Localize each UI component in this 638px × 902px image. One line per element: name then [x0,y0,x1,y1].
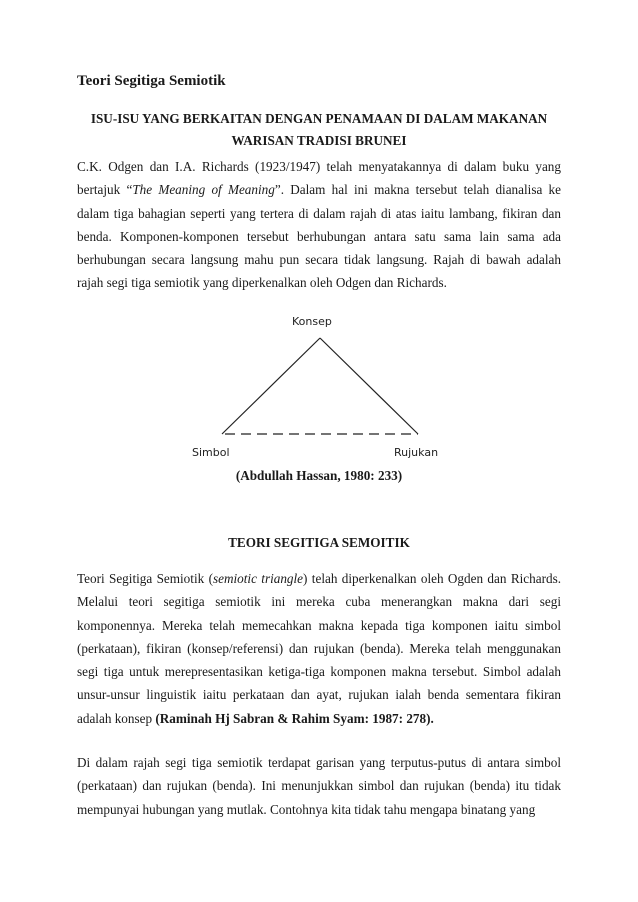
paragraph-dashed-line: Di dalam rajah segi tiga semiotik terdapat garisan yang terputus-putus di antara simbol (perkataan) dan rujukan (benda). Ini menunjukkan simbol dan rujukan (benda) itu tidak mempunyai hubungan yang mutlak. Contohnya kita tidak tahu mengapa binatang yang [77,755,561,817]
section-heading: TEORI SEGITIGA SEMOITIK [228,535,410,550]
diagram-label-konsep: Konsep [292,315,332,328]
paragraph-theory [77,567,561,730]
paragraph-intro-text-2: ”. Dalam hal ini makna tersebut telah dianalisa ke dalam tiga bahagian seperti yang tertera di dalam rajah di atas iaitu lambang, fikiran dan benda. Komponen-komponen tersebut berhubungan antara satu sama lain sama ada berhubungan secara langsung mahu pun secara tidak langsung. Rajah di bawah adalah rajah segi tiga semiotik yang diperkenalkan oleh Odgen dan Richards. [77,182,562,291]
citation: (Raminah Hj Sabran & Rahim Syam: 1987: 278). [155,710,434,726]
paragraph-theory-text-1: Teori Segitiga Semiotik ( [77,571,213,586]
book-title: The Meaning of Meaning [132,182,275,198]
triangle-right-edge [320,338,418,434]
semiotic-triangle-diagram [180,310,460,470]
semiotic-triangle-term: semiotic triangle [212,571,304,586]
diagram-caption: (Abdullah Hassan, 1980: 233) [235,468,403,483]
diagram-label-simbol: Simbol [192,446,230,459]
triangle-left-edge [222,338,320,434]
diagram-label-rujukan: Rujukan [394,446,439,459]
paragraph-intro [77,155,561,295]
document-subtitle: ISU-ISU YANG BERKAITAN DENGAN PENAMAAN DI DALAM MAKANAN WARISAN TRADISI BRUNEI [90,111,548,148]
paragraph-intro-text-1: C.K. Odgen dan I.A. Richards (1923/1947) telah menyatakannya di dalam buku yang bertajuk “ [77,159,561,198]
paragraph-theory-text-2: ) telah diperkenalkan oleh Ogden dan Richards. Melalui teori segitiga semiotik ini mereka cuba menerangkan makna dari segi komponennya. Mereka telah memecahkan makna kepada tiga komponen iaitu simbol (perkataan), fikiran (konsep/referensi) dan rujukan (benda). Mereka telah menggunakan segi tiga untuk merepresentasikan ketiga-tiga komponen makna tersebut. Simbol adalah unsur-unsur linguistik iaitu perkataan dan ayat, rujukan ialah benda sementara fikiran adalah konsep [77,571,562,726]
document-title: Teori Segitiga Semiotik [77,73,226,89]
